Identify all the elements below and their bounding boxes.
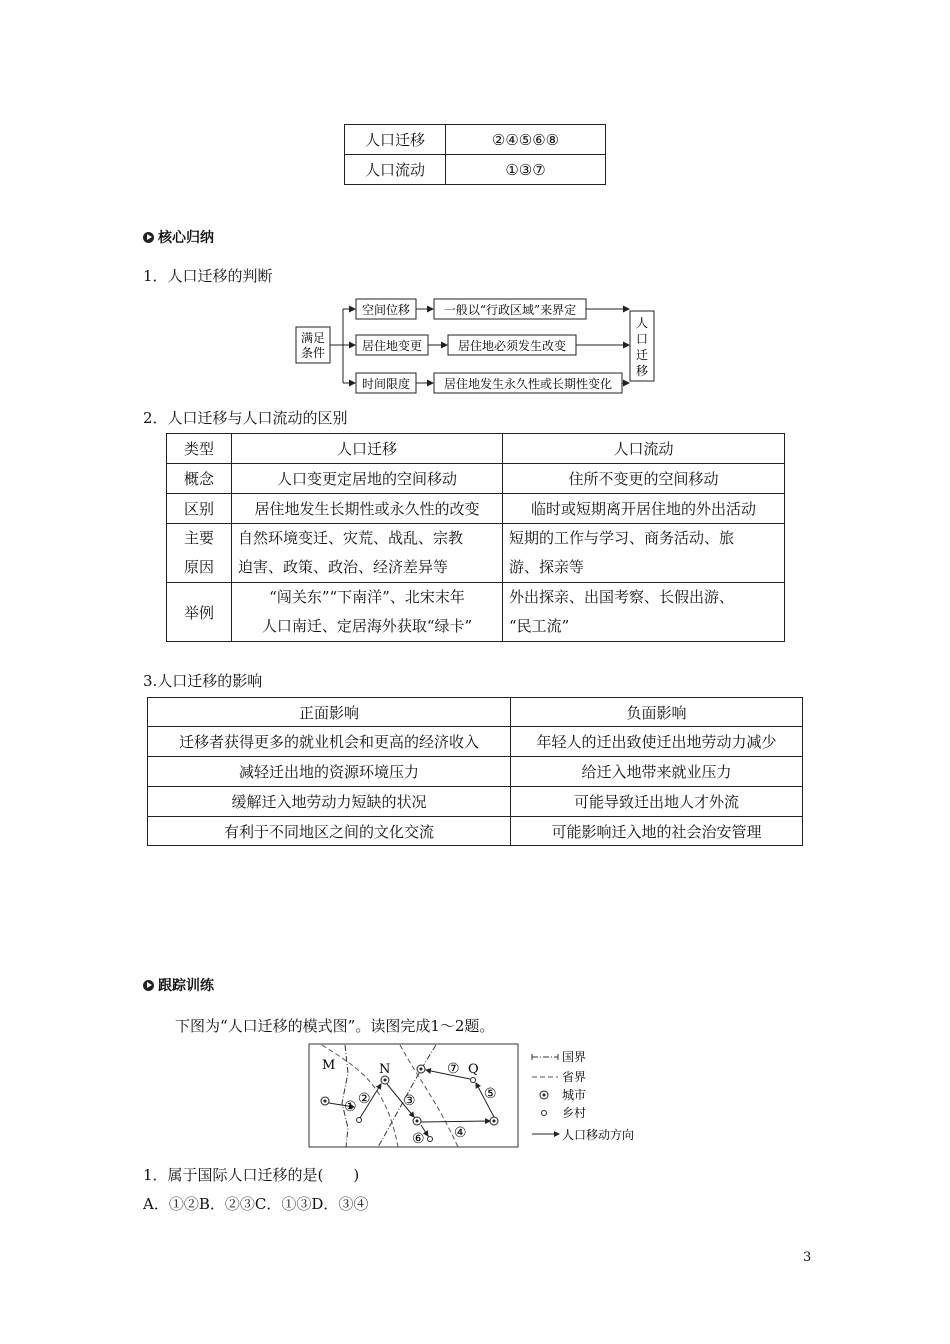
row-migration: 居住地发生长期性或永久性的改变 [232,494,503,524]
map-num-7: ⑦ [447,1061,460,1077]
positive-cell: 减轻迁出地的资源环境压力 [148,757,511,787]
section-heading-practice [143,975,214,995]
legend-direction: 人口移动方向 [562,1128,635,1142]
item3-title: 3.人口迁移的影响 [143,672,263,690]
key-2: 居住地变更 [361,339,423,353]
cell-line: 迫害、政策、政治、经济差异等 [238,558,449,576]
item2-title: 2．人口迁移与人口流动的区别 [143,409,348,427]
migration-pattern-map [308,1043,643,1150]
type-line: 原因 [183,558,214,576]
row-migration [232,583,503,642]
row-flow: 临时或短期离开居住地的外出活动 [503,494,785,524]
map-num-1: ① [344,1099,357,1115]
result-3: 迁 [635,348,649,362]
condition-label-2: 条件 [300,346,326,360]
desc-1: 一般以“行政区域”来界定 [443,303,577,317]
negative-cell: 年轻人的迁出致使迁出地劳动力减少 [511,727,803,757]
map-label-m: M [322,1058,336,1073]
key-1: 空间位移 [361,303,411,317]
map-num-5: ⑤ [484,1086,497,1102]
row-type: 区别 [167,494,232,524]
header-type: 类型 [167,434,232,464]
cell-line: 外出探亲、出国考察、长假出游、 [509,588,735,606]
map-num-6: ⑥ [412,1131,425,1147]
positive-cell: 有利于不同地区之间的文化交流 [148,817,511,846]
cell-line: 自然环境变迁、灾荒、战乱、宗教 [238,529,464,547]
condition-label-1: 满足 [300,331,326,345]
row-flow [503,524,785,583]
row-type [167,524,232,583]
map-label-q: Q [468,1062,479,1077]
row-type: 举例 [167,583,232,642]
answer-value-2: ①③⑦ [446,155,606,185]
row-type: 概念 [167,464,232,494]
row-flow [503,583,785,642]
cell-line: 短期的工作与学习、商务活动、旅 [509,529,735,547]
positive-cell: 迁移者获得更多的就业机会和更高的经济收入 [148,727,511,757]
header-positive: 正面影响 [148,698,511,727]
row-migration [232,524,503,583]
header-flow: 人口流动 [503,434,785,464]
answer-label-1: 人口迁移 [345,125,446,155]
positive-cell: 缓解迁入地劳动力短缺的状况 [148,787,511,817]
comparison-table [166,433,785,642]
cell-line: “民工流” [509,617,570,635]
answer-label-2: 人口流动 [345,155,446,185]
map-num-2: ② [358,1091,371,1107]
cell-line: “闯关东”“下南洋”、北宋末年 [269,588,465,606]
section-title: 核心归纳 [158,230,214,246]
row-migration: 人口变更定居地的空间移动 [232,464,503,494]
negative-cell: 给迁入地带来就业压力 [511,757,803,787]
legend-national: 国界 [562,1050,587,1064]
key-3: 时间限度 [361,377,411,391]
section-heading-core [143,227,214,247]
migration-judgment-diagram [295,293,660,395]
map-num-3: ③ [403,1093,416,1109]
desc-2: 居住地必须发生改变 [457,339,567,353]
intro-text: 下图为“人口迁移的模式图”。读图完成1～2题。 [175,1017,495,1035]
header-migration: 人口迁移 [232,434,503,464]
answer-value-1: ②④⑤⑥⑧ [446,125,606,155]
legend-province: 省界 [562,1070,587,1084]
row-flow: 住所不变更的空间移动 [503,464,785,494]
legend-city: 城市 [562,1088,587,1102]
answer-table [344,124,606,185]
map-label-n: N [379,1062,391,1077]
cell-line: 游、探亲等 [509,558,585,576]
play-circle-icon [143,232,154,243]
header-negative: 负面影响 [511,698,803,727]
cell-line: 人口南迁、定居海外获取“绿卡” [261,617,473,635]
question1-stem: 1．属于国际人口迁移的是( ) [143,1166,360,1184]
legend-village: 乡村 [562,1106,587,1120]
result-2: 口 [635,332,649,346]
result-1: 人 [635,316,649,330]
map-num-4: ④ [454,1125,467,1141]
type-line: 主要 [183,529,214,547]
negative-cell: 可能导致迁出地人才外流 [511,787,803,817]
item1-title: 1．人口迁移的判断 [143,267,273,285]
impact-table [147,697,803,846]
section-title: 跟踪训练 [158,978,214,994]
play-circle-icon [143,980,154,991]
page-number: 3 [803,1250,812,1265]
question1-options: A．①②B．②③C．①③D．③④ [143,1195,369,1213]
result-4: 移 [635,364,649,378]
desc-3: 居住地发生永久性或长期性变化 [443,377,613,391]
negative-cell: 可能影响迁入地的社会治安管理 [511,817,803,846]
